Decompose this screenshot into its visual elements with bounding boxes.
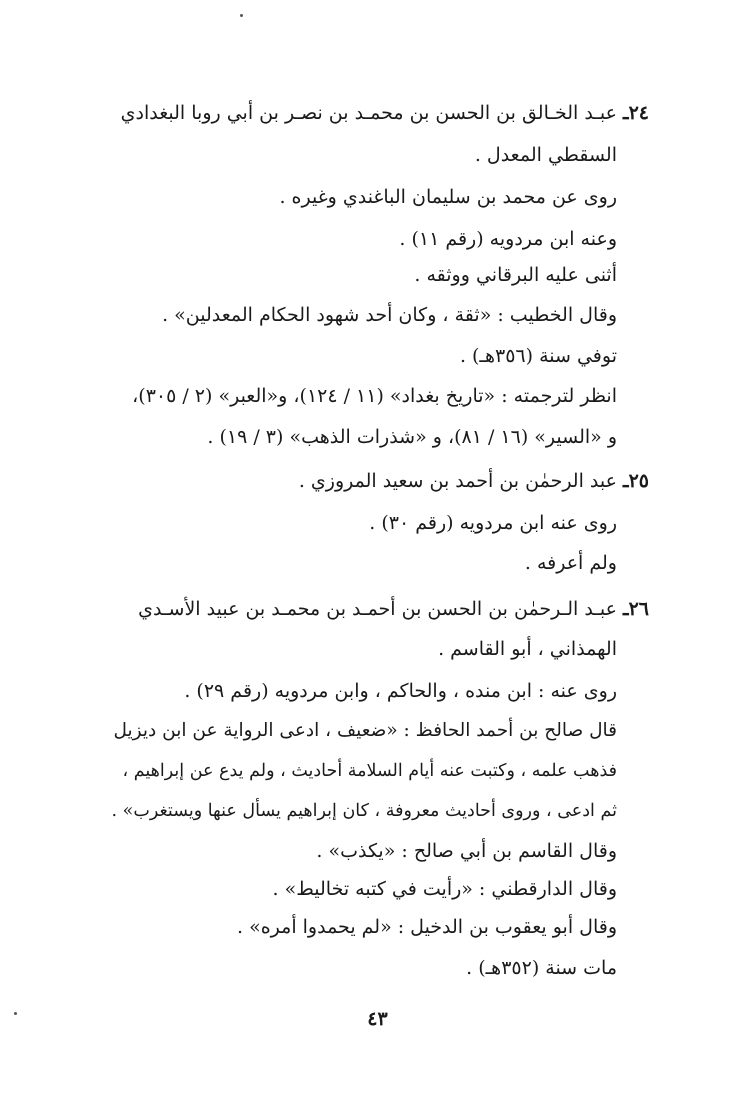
entry-26-line: قال صالح بن أحمد الحافظ : «ضعيف ، ادعى الرواية عن ابن ديزيل xyxy=(113,720,617,741)
entry-26-line: وقال الدارقطني : «رأيت في كتبه تخاليط» . xyxy=(272,878,617,900)
entry-number: ٢٦ـ xyxy=(623,598,649,620)
entry-24-heading-line xyxy=(110,100,649,126)
entry-25-heading-line xyxy=(0,468,649,494)
entry-26-line: وقال القاسم بن أبي صالح : «يكذب» . xyxy=(316,840,617,862)
entry-number: ٢٤ـ xyxy=(623,102,649,124)
entry-name: عبد الرحمٰن بن أحمد بن سعيد المروزي . xyxy=(298,470,617,492)
entry-25-line: ولم أعرفه . xyxy=(524,552,617,574)
scan-speck xyxy=(240,14,243,17)
entry-26-heading-line xyxy=(110,596,649,622)
entry-26-line: مات سنة (٣٥٢هـ) . xyxy=(466,957,617,979)
entry-name: عبـد الخـالق بن الحسن بن محمـد بن نصـر بن أبي روبا البغدادي xyxy=(120,102,617,124)
entry-26-line: فذهب علمه ، وكتبت عنه أيام السلامة أحاديث ، ولم يدع عن إبراهيم ، xyxy=(122,761,617,781)
entry-name: عبـد الـرحمٰن بن الحسن بن أحمـد بن محمـد بن عبيد الأسـدي xyxy=(138,598,617,620)
entry-24-line: روى عن محمد بن سليمان الباغندي وغيره . xyxy=(279,186,617,208)
entry-26-line: وقال أبو يعقوب بن الدخيل : «لم يحمدوا أمره» . xyxy=(237,916,617,938)
entry-25-line: روى عنه ابن مردويه (رقم ٣٠) . xyxy=(369,512,617,534)
entry-24-line: السقطي المعدل . xyxy=(474,144,617,166)
entry-number: ٢٥ـ xyxy=(623,470,649,492)
entry-24-line: و «السير» (١٦ / ٨١)، و «شذرات الذهب» (٣ / ١٩) . xyxy=(207,426,617,448)
entry-26-line: ثم ادعى ، وروى أحاديث معروفة ، كان إبراهيم يسأل عنها ويستغرب» . xyxy=(111,801,617,821)
entry-24-line: أثنى عليه البرقاني ووثقه . xyxy=(414,264,617,286)
entry-24-line: انظر لترجمته : «تاريخ بغداد» (١١ / ١٢٤)، و«العبر» (٢ / ٣٠٥)، xyxy=(132,385,617,407)
page-number: ٤٣ xyxy=(367,1008,388,1030)
entry-24-line: وقال الخطيب : «ثقة ، وكان أحد شهود الحكام المعدلين» . xyxy=(162,304,617,326)
entry-24-line: وعنه ابن مردويه (رقم ١١) . xyxy=(399,228,617,250)
entry-26-line: الهمذاني ، أبو القاسم . xyxy=(438,638,617,660)
entry-24-line: توفي سنة (٣٥٦هـ) . xyxy=(459,345,617,367)
entry-26-line: روى عنه : ابن منده ، والحاكم ، وابن مردويه (رقم ٢٩) . xyxy=(184,680,617,702)
